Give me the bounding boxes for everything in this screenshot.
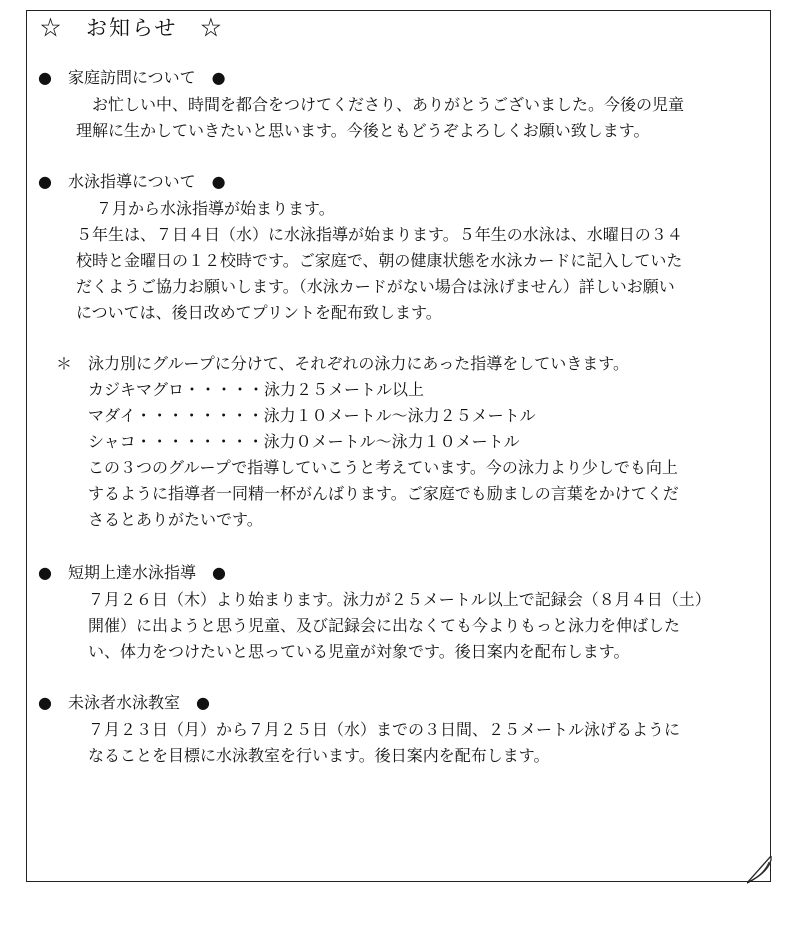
heading-non-swimmer-class: ● 未泳者水泳教室 ● [38,693,210,712]
text-line: さるとありがたいです。 [88,510,263,529]
heading-home-visit: ● 家庭訪問について ● [38,68,226,87]
text-line: 理解に生かしていきたいと思います。今後ともどうぞよろしくお願い致します。 [76,121,650,140]
heading-ability-groups: ＊ 泳力別にグループに分けて、それぞれの泳力にあった指導をしていきます。 [56,354,629,373]
text-line: 校時と金曜日の１２校時です。ご家庭で、朝の健康状態を水泳カードに記入していた [76,251,683,270]
heading-short-term-swimming: ● 短期上達水泳指導 ● [38,563,226,582]
text-line: については、後日改めてプリントを配布致します。 [76,303,442,322]
group-row-kajiki: カジキマグロ・・・・・泳力２５メートル以上 [88,380,425,399]
group-row-madai: マダイ・・・・・・・・泳力１０メートル～泳力２５メートル [88,406,536,425]
text-line: い、体力をつけたいと思っている児童が対象です。後日案内を配布します。 [88,642,630,661]
text-line: ７月２３日（月）から７月２５日（水）までの３日間、２５メートル泳げるように [88,720,681,739]
page-curl-icon [747,856,773,884]
notice-title: ☆ お知らせ ☆ [40,16,224,40]
text-line: 開催）に出ようと思う児童、及び記録会に出なくても今よりもっと泳力を伸ばした [88,616,681,635]
heading-swimming-instruction: ● 水泳指導について ● [38,172,226,191]
text-line: ５年生は、７日４日（水）に水泳指導が始まります。５年生の水泳は、水曜日の３４ [76,225,683,244]
text-line: ７月２６日（木）より始まります。泳力が２５メートル以上で記録会（８月４日（土） [88,590,711,609]
text-line: するように指導者一同精一杯がんばります。ご家庭でも励ましの言葉をかけてくだ [88,484,679,503]
text-line: だくようご協力お願いします。（水泳カードがない場合は泳げません）詳しいお願い [76,277,675,296]
text-line: ７月から水泳指導が始まります。 [96,199,335,218]
group-row-shako: シャコ・・・・・・・・泳力０メートル～泳力１０メートル [88,432,520,451]
text-line: この３つのグループで指導していこうと考えています。今の泳力より少しでも向上 [88,458,678,477]
text-line: なることを目標に水泳教室を行います。後日案内を配布します。 [88,746,550,765]
text-line: お忙しい中、時間を都合をつけてくださり、ありがとうございました。今後の児童 [92,95,685,114]
